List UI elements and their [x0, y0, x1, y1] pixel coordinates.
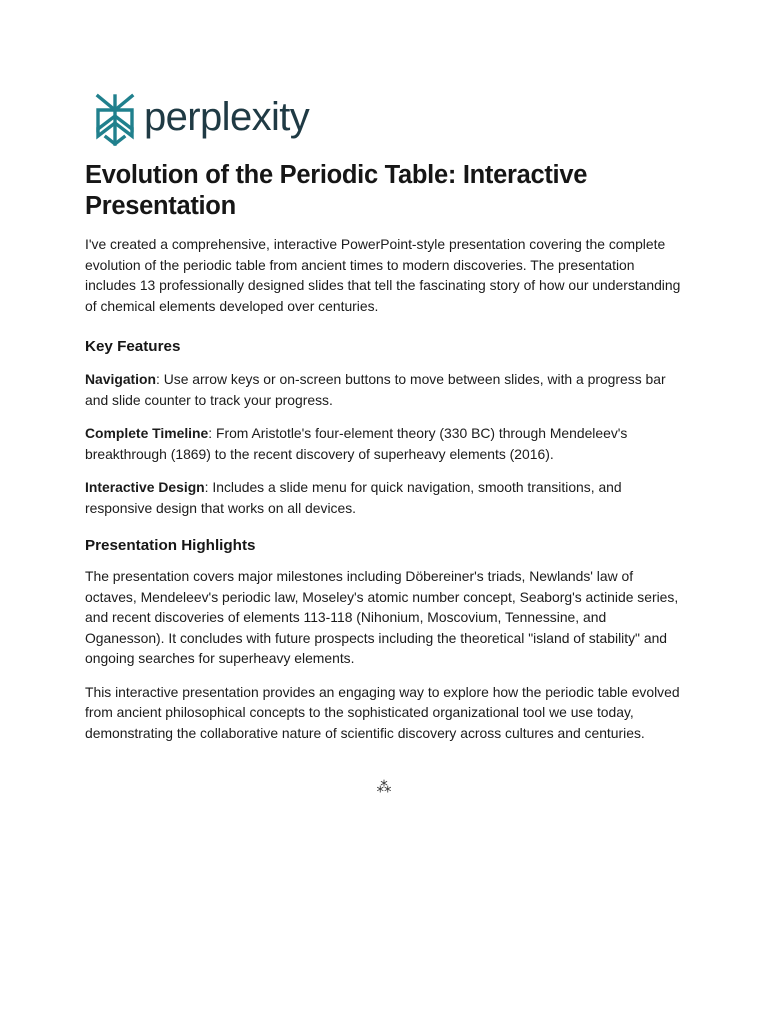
closing-paragraph: This interactive presentation provides an engaging way to explore how the periodic table evolved from ancient philosophical concepts to the sophisticated organizational tool we use today, demonstrating the collaborative nature of scientific discovery across cultures and centuries.	[85, 683, 680, 741]
feature-navigation	[85, 369, 685, 410]
feature-text: : From Aristotle's four-element theory (330 BC) through Mendeleev's breakthrough (1869) to the recent discovery of superheavy elements (2016).	[85, 425, 628, 462]
feature-text: : Use arrow keys or on-screen buttons to move between slides, with a progress bar and slide counter to track your progress.	[85, 371, 666, 408]
feature-interactive-design	[85, 477, 685, 518]
logo-wordmark: perplexity	[144, 95, 310, 139]
page-title: Evolution of the Periodic Table: Interactive Presentation	[85, 161, 588, 220]
highlights-heading: Presentation Highlights	[85, 537, 256, 554]
feature-label: Complete Timeline	[85, 425, 209, 441]
perplexity-logo-icon	[94, 93, 136, 147]
highlights-paragraph: The presentation covers major milestones including Döbereiner's triads, Newlands' law of octaves, Mendeleev's periodic law, Moseley's atomic number concept, Seaborg's actinide series, and recent discoveries of elements 113-118 (Nihonium, Moscovium, Tennessine, and Oganesson). It concludes with future prospects including the theoretical "island of stability" and ongoing searches for superheavy elements.	[85, 568, 679, 666]
perplexity-logo	[94, 93, 309, 147]
asterism-divider: ⁂	[376, 778, 392, 796]
document-body	[85, 160, 685, 743]
key-features-heading: Key Features	[85, 338, 181, 355]
feature-complete-timeline	[85, 423, 685, 464]
feature-text: : Includes a slide menu for quick navigation, smooth transitions, and responsive design that works on all devices.	[85, 479, 622, 516]
feature-label: Navigation	[85, 371, 157, 387]
intro-paragraph: I've created a comprehensive, interactive PowerPoint-style presentation covering the complete evolution of the periodic table from ancient times to modern discoveries. The presentation includes 13 professionally designed slides that tell the fascinating story of how our understanding of chemical elements developed over centuries.	[85, 236, 681, 314]
feature-label: Interactive Design	[85, 479, 205, 495]
